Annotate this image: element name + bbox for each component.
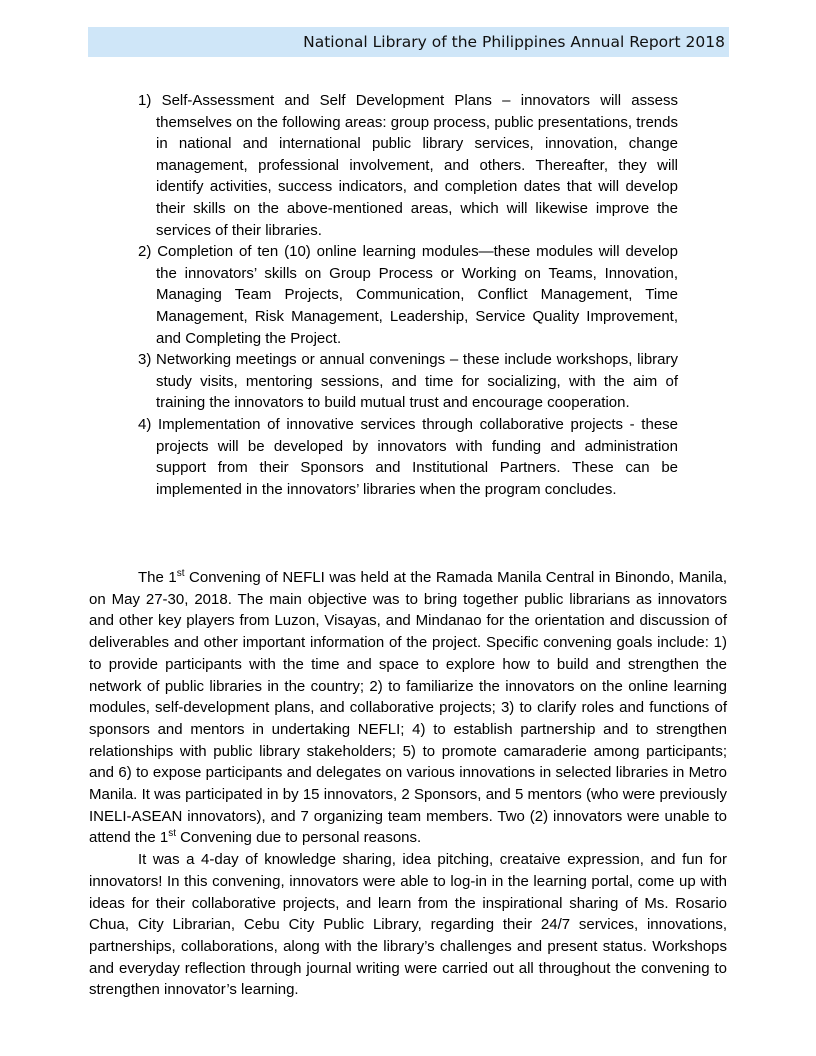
- header-title: National Library of the Philippines Annual Report 2018: [303, 33, 725, 51]
- paragraph-knowledge-sharing: It was a 4-day of knowledge sharing, idea pitching, creataive expression, and fun for innovators! In this convening, innovators were able to log-in in the learning portal, come up with ideas for their collaborative projects, and learn from the inspirational sharing of Ms. Rosario Chua, City Librarian, Cebu City Public Library, regarding their 24/7 services, innovations, partnerships, collaborations, along with the library’s challenges and present status. Workshops and everyday reflection through journal writing were carried out all throughout the convening to strengthen innovator’s learning.: [89, 851, 727, 999]
- para1-tail: Convening due to personal reasons.: [176, 829, 422, 847]
- para1-ordinal-1: st: [176, 568, 185, 579]
- paragraph-convening: [89, 567, 727, 849]
- list-item: 2) Completion of ten (10) online learning modules—these modules will develop the innovators’ skills on Group Process or Working on Teams, Innovation, Managing Team Projects, Communication, Conflict Management, Time Management, Risk Management, Leadership, Service Quality Improvement, and Completing the Project.: [138, 243, 678, 347]
- para1-ordinal-2: st: [168, 828, 177, 840]
- list-item: 4) Implementation of innovative services through collaborative projects - these projects will be developed by innovators with funding and administration support from their Sponsors and Institutional Partners. These can be implemented in the innovators’ libraries when the program concludes.: [138, 415, 678, 498]
- para1-lead: The 1: [138, 569, 177, 586]
- page-header: [88, 27, 729, 57]
- numbered-list: [138, 90, 678, 500]
- list-item: 3) Networking meetings or annual convenings – these include workshops, library study visits, mentoring sessions, and time for socializing, with the aim of training the innovators to build mutual trust and encourage cooperation.: [138, 351, 678, 412]
- body-text: [89, 567, 727, 1001]
- para1-body: Convening of NEFLI was held at the Ramada Manila Central in Binondo, Manila, on May 27-30, 2018. The main objective was to bring together public librarians as innovators and other key players from Luzon, Visayas, and Mindanao for the orientation and discussion of deliverables and other important information of the project. Specific convening goals include: 1) to provide participants with the time and space to explore how to build and strengthen the network of public libraries in the country; 2) to familiarize the innovators on the online learning modules, self-development plans, and collaborative projects; 3) to clarify roles and functions of sponsors and mentors in undertaking NEFLI; 4) to establish partnership and to strengthen relationships with public library stakeholders; 5) to promote camaraderie among participants; and 6) to expose participants and delegates on various innovations in selected libraries in Metro Manila. It was participated in by 15 innovators, 2 Sponsors, and 5 mentors (who were previously INELI-ASEAN innovators), and 7 organizing team members. Two (2) innovators were unable to attend the 1: [89, 569, 727, 847]
- list-item: 1) Self-Assessment and Self Development Plans – innovators will assess themselves on the following areas: group process, public presentations, trends in national and international public library services, innovation, change management, professional involvement, and others. Thereafter, they will identify activities, success indicators, and completion dates that will develop their skills on the above-mentioned areas, which will likewise improve the services of their libraries.: [138, 92, 678, 239]
